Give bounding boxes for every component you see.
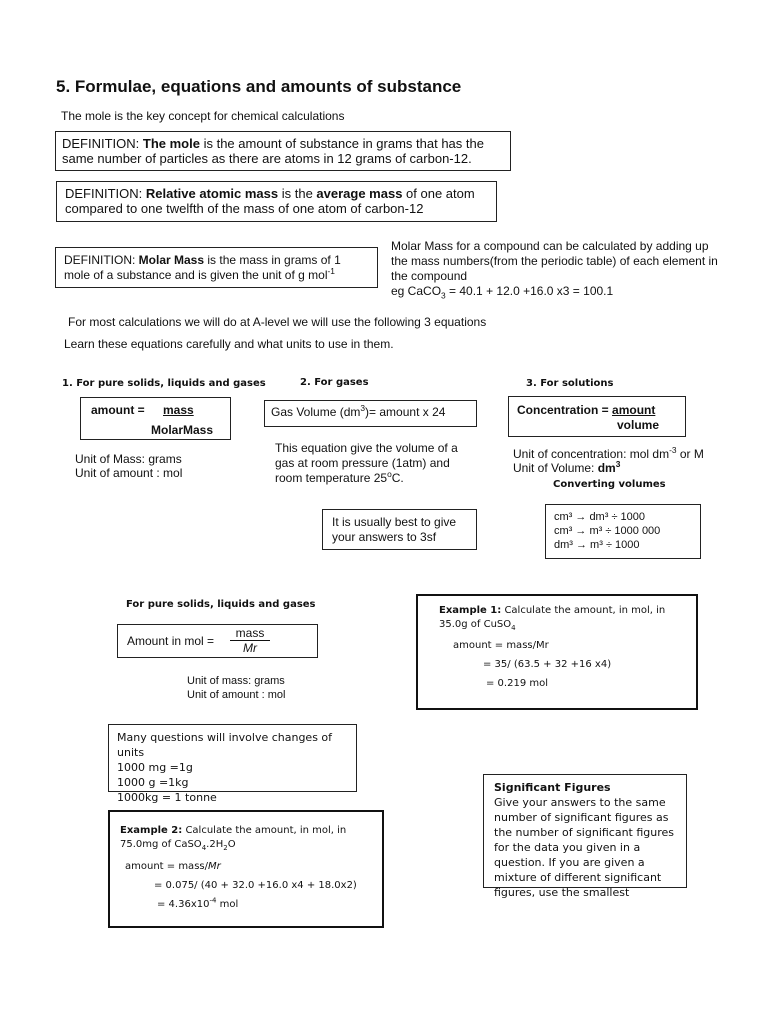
example-2-line-3: = $4.36x10^{-4}$ mol	[157, 896, 239, 910]
definition-molar-box	[55, 247, 378, 288]
example-2-line-1: amount = mass/Mr	[125, 861, 221, 872]
definition-ram-box	[56, 181, 497, 222]
definition-text: is the mass in grams of 1 mole of a substance and is given the unit of g mol	[64, 253, 341, 282]
pure-heading: For pure solids, liquids and gases	[126, 599, 316, 610]
eq2-formula-sup: 3	[360, 403, 366, 413]
eq2-note: This equation give the volume of a gas at room pressure (1atm) and room temperature 25$^o$C.	[275, 441, 458, 485]
eq3-denominator: volume	[617, 418, 660, 432]
eq3-formula-box	[508, 396, 686, 437]
units-line: 1000kg = 1 tonne	[117, 791, 217, 804]
pure-lhs: Amount in mol =	[127, 634, 215, 648]
units-line: 1000 g =1kg	[117, 776, 189, 789]
sig-figs-box	[483, 774, 687, 899]
definition-term: Relative atomic mass	[145, 186, 279, 201]
eq2-formula-b: )= amount x 24	[365, 405, 446, 419]
units-line: 1000 mg =1g	[117, 761, 193, 774]
units-line: Many questions will involve changes of units	[117, 731, 333, 759]
molar-note-eg-rest: = 40.1 + 12.0 +16.0 x3 = 100.1	[445, 284, 614, 298]
eq3-unit-concentration: Unit of concentration: mol $dm^{-3}$ or M	[513, 445, 704, 461]
conversion-line: dm³ → m³ ÷ 1000	[554, 539, 640, 551]
conversion-line: cm³ → m³ ÷ 1000 000	[554, 525, 661, 537]
definition-sup: -1	[327, 266, 335, 276]
example-1-line-3: = 0.219 mol	[486, 678, 549, 689]
eq2-formula-box	[264, 400, 477, 427]
definition-text: is the amount of substance in grams that has the same number of particles as there are atoms in 12 grams of carbon-12.	[62, 136, 484, 166]
eq3-heading: 3. For solutions	[526, 378, 614, 389]
pure-unit-amount: Unit of amount : mol	[187, 689, 286, 701]
example-2-question: Example 2: Calculate the amount, in mol, in 75.0mg of $CaSO_4.2H_2O$	[120, 825, 347, 852]
definition-term: The mole	[142, 136, 200, 151]
eq2-heading: 2. For gases	[300, 377, 369, 388]
example-2-line-2: = 0.075/ (40 + 32.0 +16.0 x4 + 18.0x2)	[154, 880, 357, 891]
example-2-box	[108, 810, 384, 928]
conversion-line: cm³ → dm³ ÷ 1000	[554, 511, 646, 523]
definition-prefix: DEFINITION:	[64, 253, 139, 267]
definition-prefix: DEFINITION:	[62, 136, 143, 151]
example-1-line-1: amount = mass/Mr	[453, 640, 549, 651]
pure-numerator: mass	[230, 626, 270, 641]
units-box	[108, 724, 357, 804]
sf-tip-text: It is usually best to give your answers to 3sf	[332, 515, 457, 544]
definition-prefix: DEFINITION:	[65, 186, 146, 201]
molar-note-eg-sub: 3	[441, 290, 446, 301]
pure-unit-mass: Unit of mass: grams	[187, 675, 285, 687]
eq1-numerator: mass	[163, 403, 194, 417]
molar-note	[391, 239, 721, 299]
sf-tip-box	[322, 509, 477, 550]
eq1-unit-amount: Unit of amount : mol	[75, 466, 183, 480]
eq2-formula-a: Gas Volume (dm	[271, 405, 361, 419]
eq1-formula-box	[80, 397, 231, 440]
eq1-lhs: amount =	[91, 403, 145, 417]
eq3-formula: Concentration = amount	[517, 403, 656, 417]
converting-volumes-heading: Converting volumes	[553, 479, 666, 490]
example-1-line-2: = 35/ (63.5 + 32 +16 x4)	[483, 659, 612, 670]
converting-volumes-box	[545, 504, 701, 559]
molar-note-eg: eg CaCO	[391, 284, 442, 298]
calc-line-2: Learn these equations carefully and what units to use in them.	[64, 337, 394, 351]
definition-text-2: of one atom compared to one twelfth of the mass of one atom of carbon-12	[65, 186, 475, 216]
example-1-box	[416, 594, 698, 710]
definition-term-2: average mass	[316, 186, 403, 201]
molar-note-text: Molar Mass for a compound can be calculated by adding up the mass numbers(from the periodic table) of each element in the compound	[391, 239, 718, 283]
intro-text: The mole is the key concept for chemical calculations	[61, 109, 345, 123]
pure-fraction	[230, 626, 270, 655]
eq1-denominator: MolarMass	[151, 423, 214, 437]
page-title: 5. Formulae, equations and amounts of substance	[56, 77, 462, 96]
pure-formula-box	[117, 624, 318, 658]
pure-denominator: Mr	[243, 641, 257, 655]
eq1-heading: 1. For pure solids, liquids and gases	[62, 378, 266, 389]
example-1-question: Example 1: Calculate the amount, in mol, in 35.0g of CuSO$_4$	[439, 605, 666, 632]
definition-mole-box	[55, 131, 511, 171]
calc-line-1: For most calculations we will do at A-level we will use the following 3 equations	[68, 315, 487, 329]
sig-figs-body: Give your answers to the same number of significant figures as the number of significant figures for the data you given in a question. If you are given a mixture of different significant figures, use the smallest	[494, 796, 675, 899]
eq3-unit-volume: Unit of Volume: $dm^3$	[513, 459, 621, 475]
eq1-unit-mass: Unit of Mass: grams	[75, 452, 182, 466]
definition-term: Molar Mass	[138, 253, 205, 267]
definition-text: is the	[278, 186, 317, 201]
sig-figs-heading: Significant Figures	[494, 781, 611, 794]
